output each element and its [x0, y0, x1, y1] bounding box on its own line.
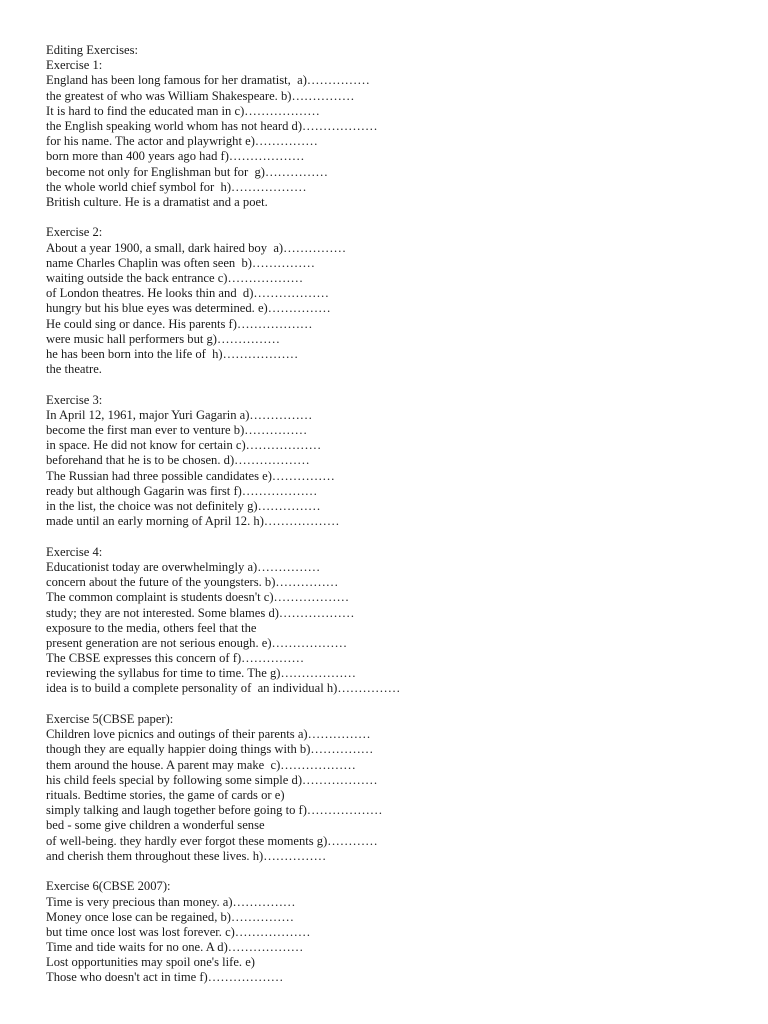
exercise-line: Educationist today are overwhelmingly a)…………… [46, 559, 321, 574]
exercise-line: Children love picnics and outings of their parents a)…………… [46, 727, 371, 742]
exercise-heading: Exercise 3: [46, 392, 103, 407]
exercise-line: In April 12, 1961, major Yuri Gagarin a)…………… [46, 407, 313, 422]
exercise-4 [46, 545, 746, 697]
exercise-line: born more than 400 years ago had f)……………… [46, 149, 305, 164]
exercise-line: British culture. He is a dramatist and a poet. [46, 194, 268, 209]
exercise-line: he has been born into the life of h)……………… [46, 346, 299, 361]
exercise-5 [46, 712, 746, 864]
exercise-line: for his name. The actor and playwright e)…………… [46, 134, 318, 149]
exercise-line: simply talking and laugh together before going to f)……………… [46, 803, 383, 818]
exercise-line: study; they are not interested. Some blames d)……………… [46, 605, 355, 620]
exercise-line: Those who doesn't act in time f)……………… [46, 970, 284, 985]
exercise-line: rituals. Bedtime stories, the game of cards or e) [46, 788, 285, 802]
exercise-line: concern about the future of the youngsters. b)…………… [46, 575, 339, 590]
exercise-line: The common complaint is students doesn't c)……………… [46, 590, 350, 605]
exercise-line: of well-being. they hardly ever forgot these moments g)………… [46, 833, 378, 848]
exercise-line: of London theatres. He looks thin and d)……………… [46, 286, 329, 301]
exercise-line: Time is very precious than money. a)…………… [46, 894, 296, 909]
exercise-line: them around the house. A parent may make c)……………… [46, 757, 356, 772]
exercise-3 [46, 393, 746, 530]
exercise-line: become not only for Englishman but for g)…………… [46, 164, 328, 179]
document-title: Editing Exercises: [46, 43, 138, 57]
exercise-line: idea is to build a complete personality of an individual h)…………… [46, 681, 401, 696]
exercise-line: exposure to the media, others feel that the [46, 620, 257, 635]
exercise-line: in the list, the choice was not definitely g)…………… [46, 499, 321, 514]
exercise-line: name Charles Chaplin was often seen b)…………… [46, 255, 315, 270]
exercise-line: waiting outside the back entrance c)……………… [46, 271, 304, 286]
exercise-line: ready but although Gagarin was first f)……………… [46, 483, 318, 498]
exercise-heading: Exercise 1: [46, 58, 103, 73]
exercise-line: hungry but his blue eyes was determined. e)…………… [46, 301, 331, 316]
exercise-line: present generation are not serious enough. e)……………… [46, 635, 348, 650]
exercise-line: his child feels special by following some simple d)……………… [46, 772, 378, 787]
exercise-heading: Exercise 5(CBSE paper): [46, 712, 174, 727]
exercise-1 [46, 58, 746, 210]
exercise-line: the English speaking world whom has not heard d)……………… [46, 118, 378, 133]
exercise-line: but time once lost was lost forever. c)……………… [46, 924, 311, 939]
exercise-line: in space. He did not know for certain c)……………… [46, 438, 322, 453]
exercise-2 [46, 225, 746, 377]
exercise-line: The CBSE expresses this concern of f)…………… [46, 651, 305, 666]
exercise-line: bed - some give children a wonderful sense [46, 818, 265, 833]
exercise-line: England has been long famous for her dramatist, a)…………… [46, 73, 370, 88]
exercise-heading: Exercise 6(CBSE 2007): [46, 879, 171, 894]
exercise-line: Lost opportunities may spoil one's life. e) [46, 955, 255, 970]
exercise-heading: Exercise 4: [46, 544, 103, 559]
exercise-line: Time and tide waits for no one. A d)……………… [46, 940, 304, 955]
exercise-line: It is hard to find the educated man in c)……………… [46, 103, 320, 118]
exercise-line: beforehand that he is to be chosen. d)……………… [46, 453, 310, 468]
exercise-line: the theatre. [46, 362, 102, 377]
exercise-line: Money once lose can be regained, b)…………… [46, 909, 294, 924]
exercise-line: the whole world chief symbol for h)……………… [46, 179, 307, 194]
exercise-line: and cherish them throughout these lives. h)…………… [46, 848, 327, 863]
exercise-line: The Russian had three possible candidates e)…………… [46, 468, 335, 483]
exercise-line: become the first man ever to venture b)…………… [46, 423, 308, 438]
exercise-heading: Exercise 2: [46, 225, 103, 240]
exercise-line: About a year 1900, a small, dark haired boy a)…………… [46, 240, 347, 255]
exercise-line: reviewing the syllabus for time to time. The g)……………… [46, 666, 357, 681]
exercise-line: made until an early morning of April 12. h)……………… [46, 514, 340, 529]
document-page [46, 43, 746, 986]
exercise-line: the greatest of who was William Shakespeare. b)…………… [46, 88, 355, 103]
exercise-6 [46, 879, 746, 985]
exercise-line: were music hall performers but g)…………… [46, 331, 280, 346]
exercise-line: though they are equally happier doing things with b)…………… [46, 742, 374, 757]
exercise-line: He could sing or dance. His parents f)……………… [46, 316, 313, 331]
